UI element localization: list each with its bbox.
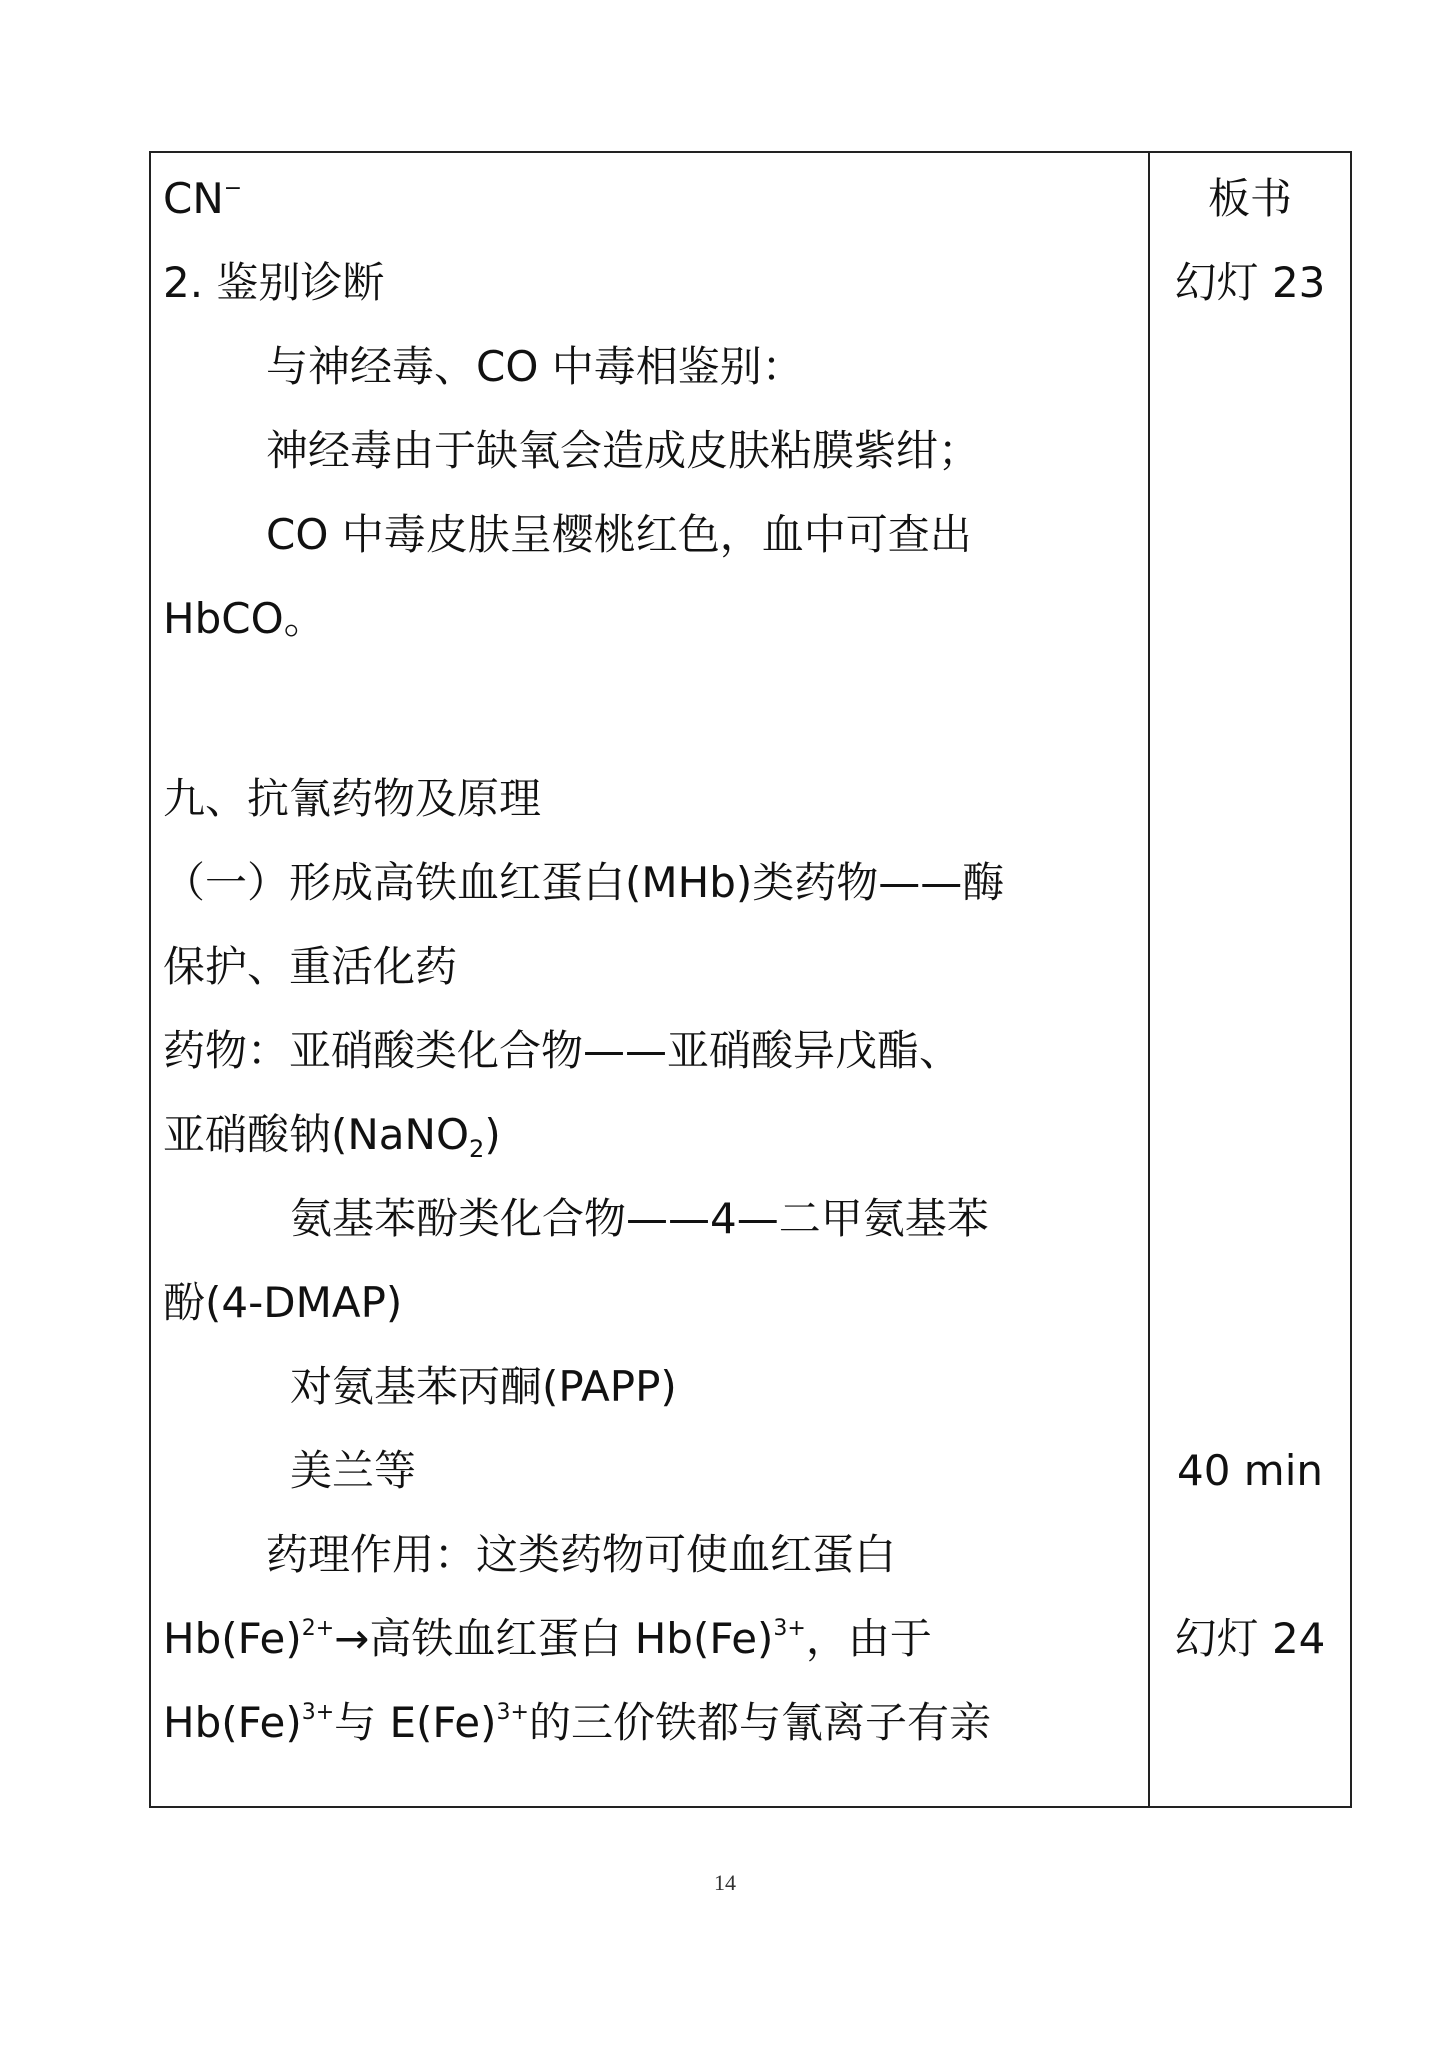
side-note-slide-23: 幻灯 23	[1174, 258, 1326, 307]
text-line: CO 中毒皮肤呈樱桃红色，血中可查出	[266, 510, 972, 559]
text-line: 神经毒由于缺氧会造成皮肤粘膜紫绀；	[266, 426, 981, 475]
side-note-duration: 40 min	[1177, 1446, 1323, 1495]
side-note-blackboard: 板书	[1207, 174, 1292, 223]
subsection-heading: （一）形成高铁血红蛋白(MHb)类药物——酶	[163, 858, 1005, 907]
text-line: HbCO。	[163, 594, 326, 643]
text-line: $Hb(Fe)^{2+}\to$高铁血红蛋白 $Hb(Fe)^{3+}$，由于	[163, 1614, 932, 1663]
text-line: 保护、重活化药	[163, 942, 458, 991]
text-line-cn: CN−	[163, 174, 243, 223]
text-line: 对氨基苯丙酮(PAPP)	[290, 1362, 677, 1411]
text-line: 美兰等	[290, 1446, 417, 1495]
text-line: 氨基苯酚类化合物——4—二甲氨基苯	[290, 1194, 989, 1243]
text-line: 亚硝酸钠(NaNO$_2$)	[163, 1110, 501, 1163]
text-line: 与神经毒、CO 中毒相鉴别：	[266, 342, 804, 391]
page-number: 14	[714, 1870, 736, 1895]
section-heading-diagnosis: 2. 鉴别诊断	[163, 258, 385, 307]
column-divider	[1148, 151, 1150, 1808]
text-line: $Hb(Fe)^{3+}$与 $E(Fe)^{3+}$的三价铁都与氰离子有亲	[163, 1698, 991, 1747]
text-line: 药物：亚硝酸类化合物——亚硝酸异戊酯、	[163, 1026, 962, 1075]
side-note-slide-24: 幻灯 24	[1174, 1614, 1326, 1663]
section-heading-antidotes: 九、抗氰药物及原理	[163, 774, 542, 823]
text-line: 酚(4-DMAP)	[163, 1278, 403, 1327]
text-line: 药理作用：这类药物可使血红蛋白	[266, 1530, 897, 1579]
